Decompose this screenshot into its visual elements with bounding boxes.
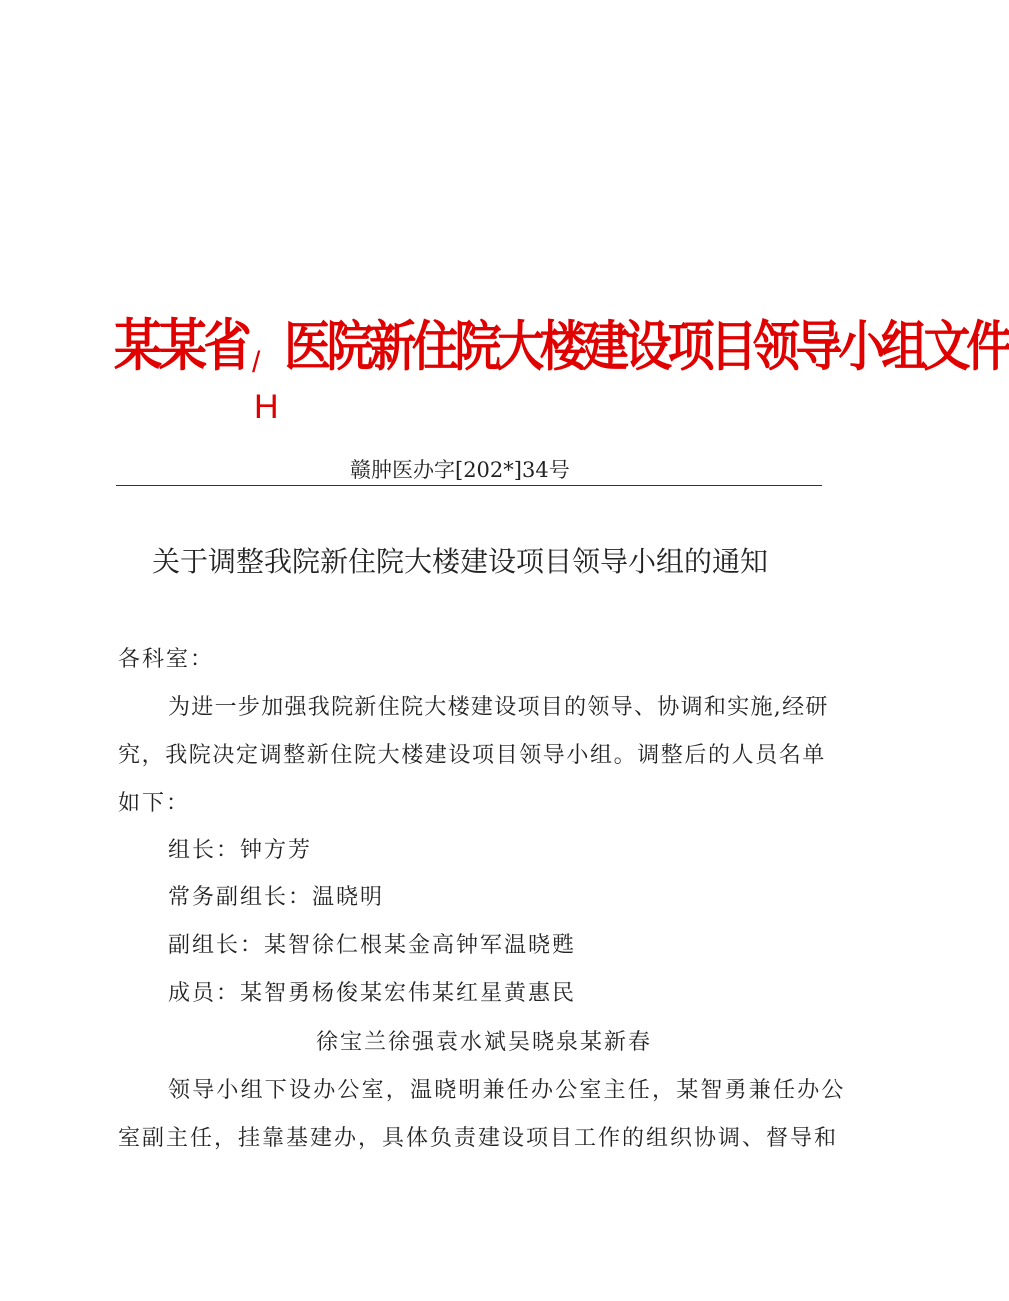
notice-title: 关于调整我院新住院大楼建设项目领导小组的通知: [151, 545, 768, 578]
header-province: 某某省: [114, 314, 249, 379]
exec-deputy-line: 常务副组长：温晓明: [168, 885, 385, 910]
paragraph2-line2: 室副主任，挂靠基建办，具体负责建设项目工作的组织协调、督导和: [118, 1126, 839, 1151]
deputies-line: 副组长：某智徐仁根某金高钟军温晓甦: [168, 933, 577, 958]
members-line1: 成员：某智勇杨俊某宏伟某红星黄惠民: [168, 981, 577, 1006]
paragraph2-line1: 领导小组下设办公室，温晓明兼任办公室主任，某智勇兼任办公: [168, 1078, 846, 1103]
document-number: 赣肿医办字[202*]34号: [350, 458, 570, 482]
paragraph1-line1: 为进一步加强我院新住院大楼建设项目的领导、协调和实施,经研: [168, 695, 829, 720]
paragraph1-line2: 究，我院决定调整新住院大楼建设项目领导小组。调整后的人员名单: [118, 743, 827, 768]
red-header: [0, 290, 1009, 426]
header-slash-mark: /: [252, 346, 261, 379]
paragraph1-line3: 如下：: [118, 791, 191, 816]
salutation: 各科室：: [118, 647, 215, 672]
members-line2: 徐宝兰徐强袁水斌吴晓泉某新春: [316, 1030, 653, 1055]
header-title: 医院新住院大楼建设项目领导小组文件: [284, 315, 1009, 378]
leader-line: 组长：钟方芳: [168, 838, 313, 863]
header-divider: [116, 485, 822, 486]
header-h-mark: H: [254, 388, 279, 426]
